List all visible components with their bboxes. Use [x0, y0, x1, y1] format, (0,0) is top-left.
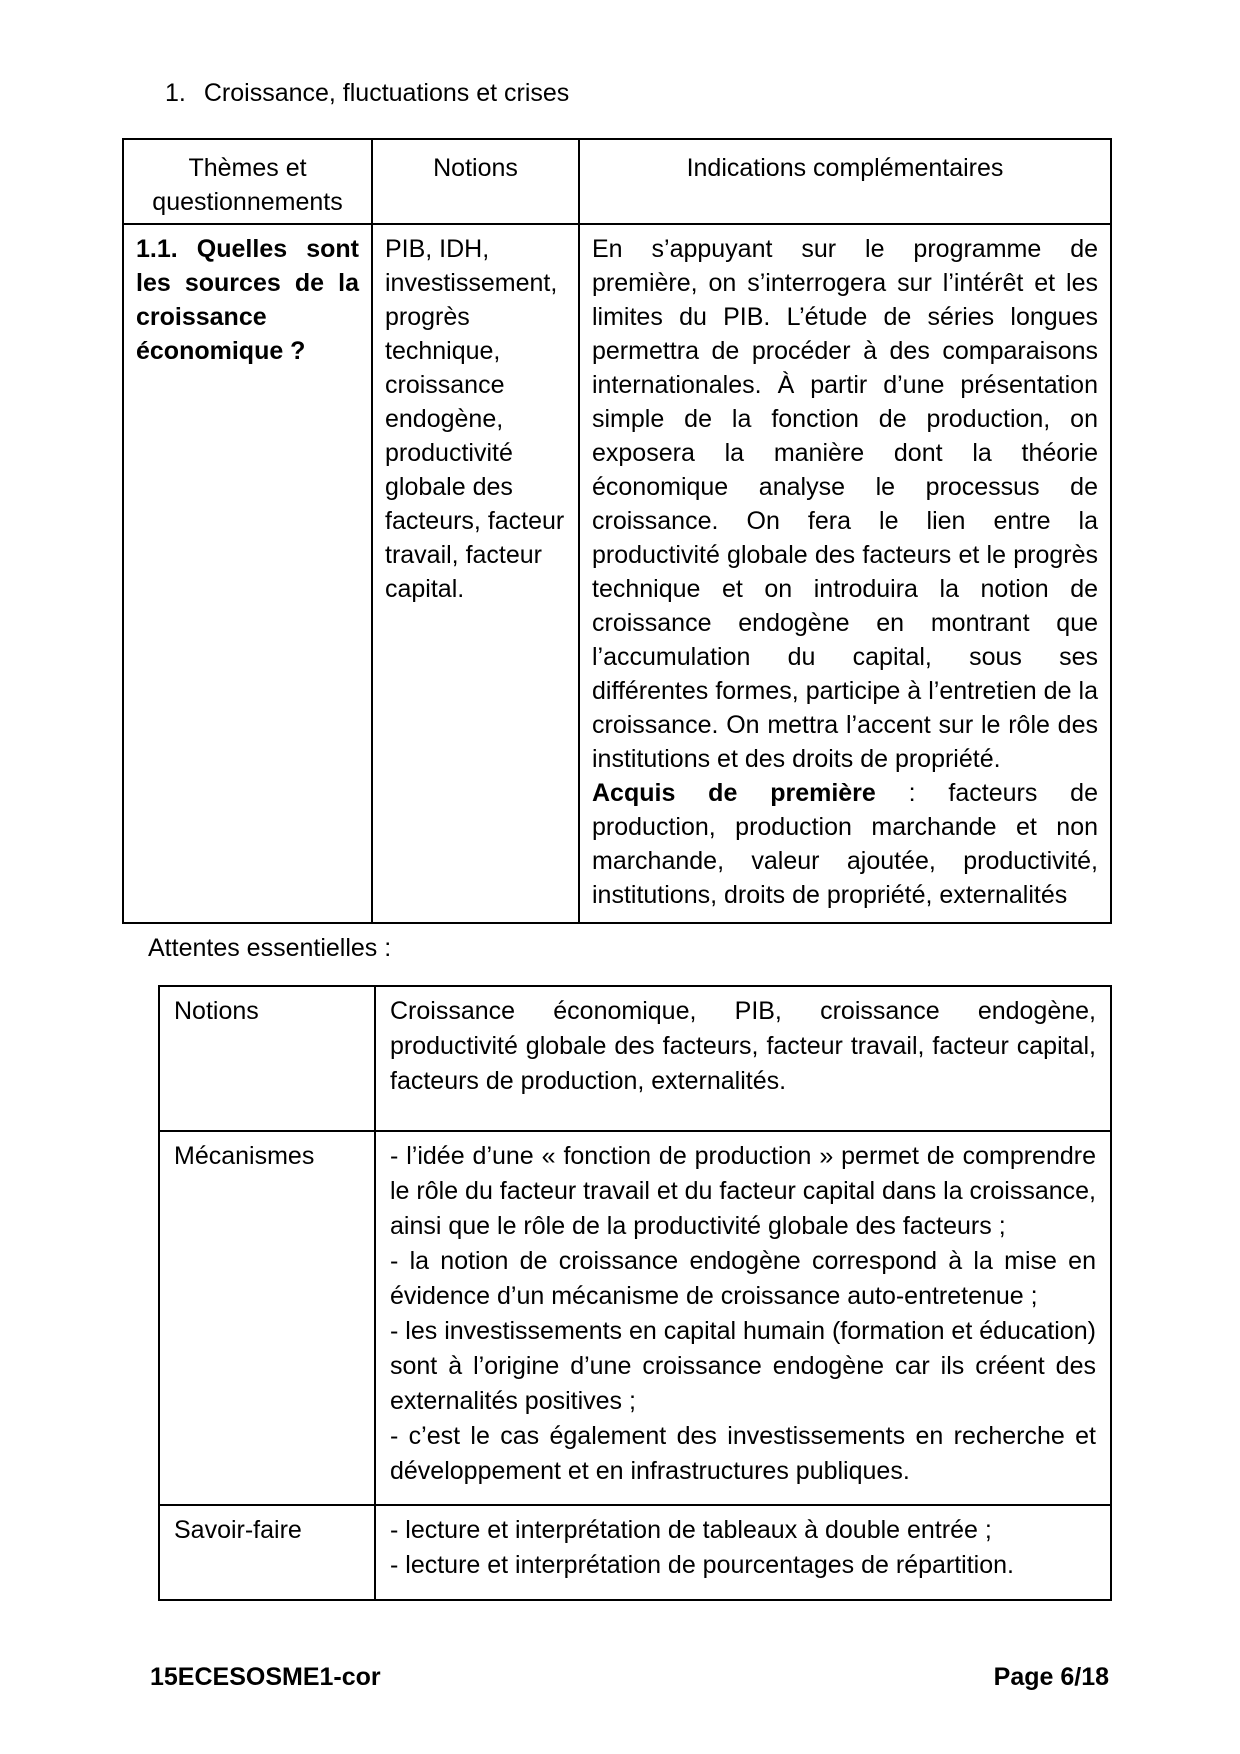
header-notions: Notions	[372, 139, 579, 224]
section-number: 1.	[165, 79, 186, 107]
attentes-heading: Attentes essentielles :	[148, 934, 392, 962]
attentes-content-mecanismes	[375, 1131, 1111, 1505]
notions-paragraph: Croissance économique, PIB, croissance endogène, productivité globale des facteurs, facteur travail, facteur capital, facteurs de production, externalités.	[390, 997, 1096, 1095]
header-themes: Thèmes et questionnements	[123, 139, 372, 224]
attentes-row-notions	[159, 986, 1111, 1131]
cell-theme: 1.1. Quelles sont les sources de la croissance économique ?	[123, 224, 372, 923]
mecanismes-item: - la notion de croissance endogène correspond à la mise en évidence d’un mécanisme de croissance auto-entretenue ;	[390, 1247, 1096, 1310]
savoir-faire-item: - lecture et interprétation de pourcentages de répartition.	[390, 1551, 1014, 1579]
attentes-table	[158, 985, 1112, 1601]
acquis-paragraph	[592, 776, 1098, 912]
attentes-content-savoir-faire	[375, 1505, 1111, 1600]
attentes-label-mecanismes: Mécanismes	[159, 1131, 375, 1505]
program-table-header-row	[123, 139, 1111, 224]
program-table	[122, 138, 1112, 924]
cell-indications	[579, 224, 1111, 923]
cell-notions: PIB, IDH, investissement, progrès technique, croissance endogène, productivité globale des facteurs, facteur travail, facteur capital.	[372, 224, 579, 923]
section-heading	[165, 76, 569, 110]
mecanismes-item: - l’idée d’une « fonction de production » permet de comprendre le rôle du facteur travail et du facteur capital dans la croissance, ainsi que le rôle de la productivité globale des facteurs ;	[390, 1142, 1096, 1240]
acquis-text: : facteurs de production, production marchande et non marchande, valeur ajoutée, productivité, institutions, droits de propriété, externalités	[592, 779, 1098, 909]
indications-text: En s’appuyant sur le programme de première, on s’interrogera sur l’intérêt et les limites du PIB. L’étude de séries longues permettra de procéder à des comparaisons internationales. À partir d’une présentation simple de la fonction de production, on exposera la manière dont la théorie économique analyse le processus de croissance. On fera le lien entre la productivité globale des facteurs et le progrès technique et on introduira la notion de croissance endogène en montrant que l’accumulation du capital, sous ses différentes formes, participe à l’entretien de la croissance. On mettra l’accent sur le rôle des institutions et des droits de propriété.	[592, 235, 1098, 773]
attentes-row-savoir-faire	[159, 1505, 1111, 1600]
attentes-row-mecanismes	[159, 1131, 1111, 1505]
acquis-label: Acquis de première	[592, 779, 876, 807]
footer-page-number: Page 6/18	[993, 1663, 1109, 1691]
attentes-label-savoir-faire: Savoir-faire	[159, 1505, 375, 1600]
header-indications: Indications complémentaires	[579, 139, 1111, 224]
section-title: Croissance, fluctuations et crises	[203, 79, 570, 107]
program-table-row	[123, 224, 1111, 923]
mecanismes-item: - c’est le cas également des investissements en recherche et développement et en infrastructures publiques.	[390, 1422, 1096, 1485]
attentes-label-notions: Notions	[159, 986, 375, 1131]
savoir-faire-item: - lecture et interprétation de tableaux à double entrée ;	[390, 1516, 992, 1544]
mecanismes-item: - les investissements en capital humain (formation et éducation) sont à l’origine d’une croissance endogène car ils créent des externalités positives ;	[390, 1317, 1096, 1415]
attentes-content-notions	[375, 986, 1111, 1131]
footer-document-code: 15ECESOSME1-cor	[150, 1663, 381, 1691]
